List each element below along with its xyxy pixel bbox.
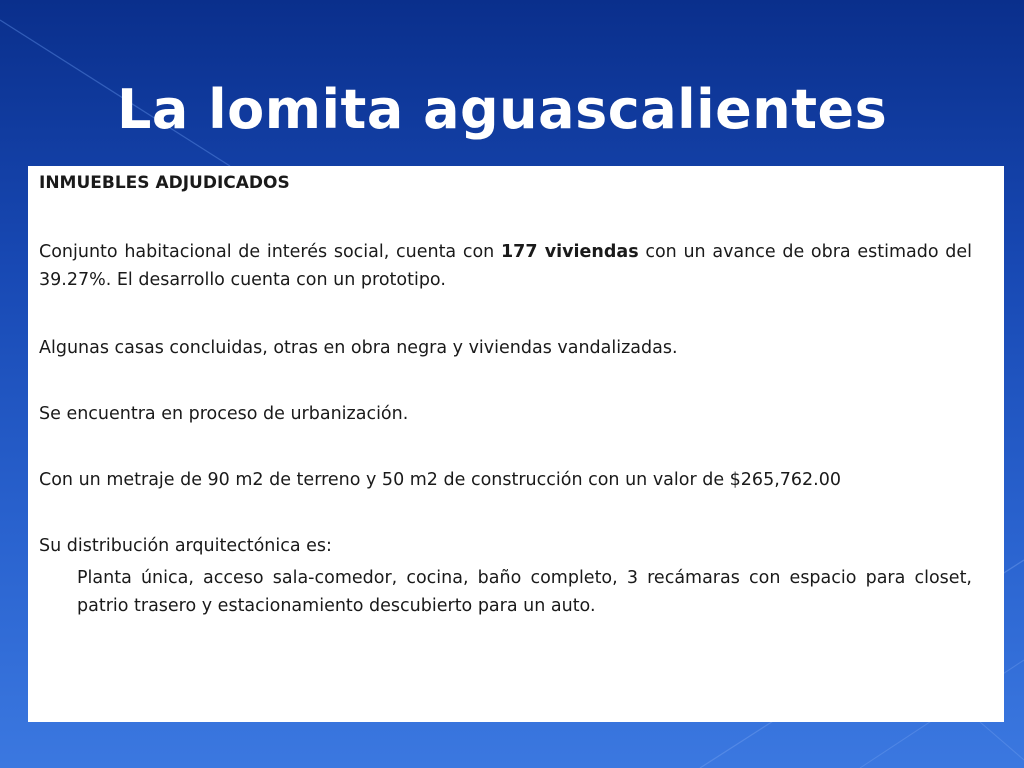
paragraph-condition: Algunas casas concluidas, otras en obra negra y viviendas vandalizadas. (39, 338, 678, 358)
highlight-housing-count: 177 viviendas (500, 242, 639, 262)
paragraph-distribution-detail: Planta única, acceso sala-comedor, cocina, baño completo, 3 recámaras con espacio para closet, patrio trasero y estacionamiento descubierto para un auto. (77, 568, 972, 616)
paragraph-project-description (39, 238, 972, 294)
paragraph-urbanization: Se encuentra en proceso de urbanización. (39, 404, 409, 424)
paragraph-text: con un avance de obra estimado del 39.27%. El desarrollo cuenta con un prototipo. (39, 242, 972, 290)
paragraph-text: Conjunto habitacional de interés social, cuenta con (39, 242, 501, 262)
content-box (28, 166, 1004, 722)
slide-title: La lomita aguascalientes (117, 78, 888, 141)
paragraph-distribution-label: Su distribución arquitectónica es: (39, 536, 332, 556)
paragraph-size-value: Con un metraje de 90 m2 de terreno y 50 m2 de construcción con un valor de $265,762.00 (39, 470, 842, 490)
section-heading: INMUEBLES ADJUDICADOS (39, 173, 290, 193)
